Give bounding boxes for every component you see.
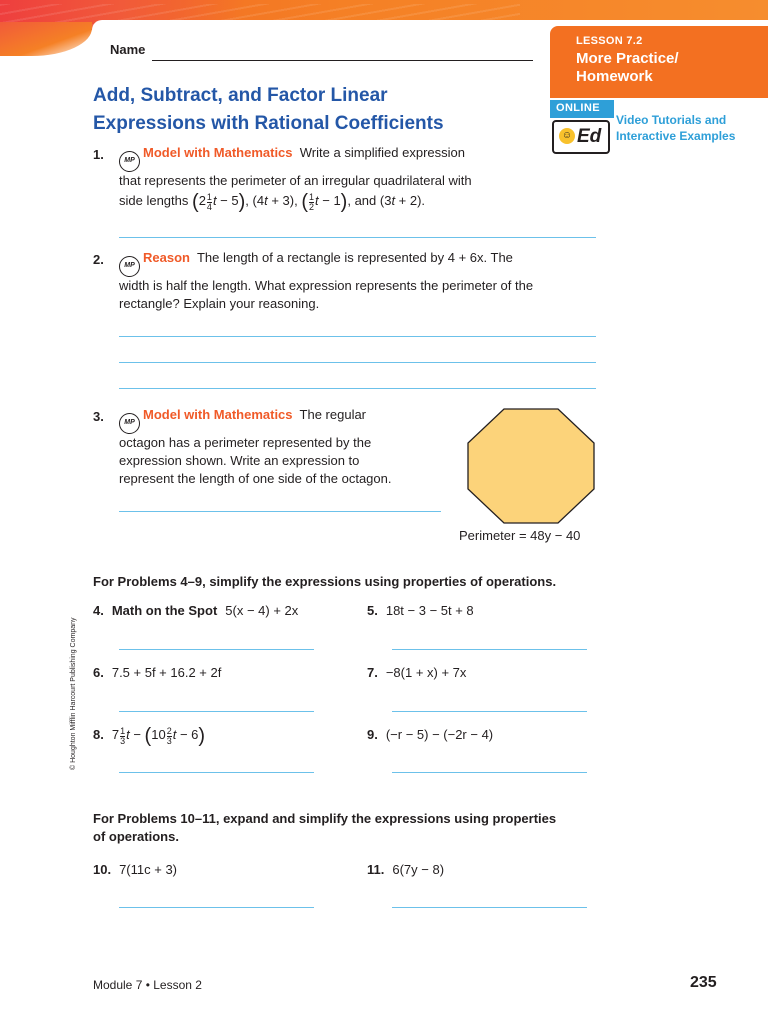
problem-2: MPReason The length of a rectangle is represented by 4 + 6x. The width is half the length. What expression represents the perimeter of the rectangle? Explain your reasoning.: [119, 250, 534, 311]
answer-line-4[interactable]: [119, 649, 314, 650]
octagon-figure: [466, 407, 596, 525]
answer-line-2c[interactable]: [119, 388, 596, 389]
page-title: Add, Subtract, and Factor Linear Expressions with Rational Coefficients: [93, 85, 444, 134]
math-on-the-spot-label[interactable]: Math on the Spot: [111, 603, 218, 618]
lesson-badge: [550, 26, 768, 98]
section-4-9-instructions: For Problems 4–9, simplify the expressions using properties of operations.: [93, 574, 557, 589]
problem-8: 8. 7 $\frac{1}{3}$ t − (10 $\frac{2}{3}$ t − 6): [93, 725, 206, 747]
problem-2-tag: Reason: [143, 250, 190, 265]
lesson-title: More Practice/ Homework: [576, 50, 679, 85]
problem-11: 11. 6(7y − 8): [367, 862, 445, 877]
page-number: 235: [690, 974, 717, 991]
problem-3: MPModel with Mathematics The regular octagon has a perimeter represented by the expression shown. Write an expression to represent the length of one side of the octagon.: [119, 407, 392, 486]
problem-5: 5. 18t − 3 − 5t + 8: [367, 603, 474, 618]
corner-swoosh: [0, 22, 92, 56]
ed-logo-icon[interactable]: [552, 120, 610, 154]
answer-line-10[interactable]: [119, 907, 314, 908]
problem-3-number: 3.: [93, 409, 104, 424]
online-tag: ONLINE: [550, 100, 614, 118]
problem-1-tag: Model with Mathematics: [143, 145, 293, 160]
problem-7: 7. −8(1 + x) + 7x: [367, 665, 467, 680]
section-10-11-instructions: For Problems 10–11, expand and simplify the expressions using properties of operations.: [93, 811, 557, 844]
sun-icon: ☺: [559, 128, 575, 144]
mp-badge-icon: MP: [119, 413, 140, 434]
answer-line-9[interactable]: [392, 772, 587, 773]
ed-logo-text: Ed: [577, 126, 602, 147]
answer-line-3[interactable]: [119, 511, 441, 512]
problem-6: 6. 7.5 + 5f + 16.2 + 2f: [93, 665, 222, 680]
name-field-line[interactable]: [152, 60, 533, 61]
problem-10: 10. 7(11c + 3): [93, 862, 178, 877]
answer-line-1[interactable]: [119, 237, 596, 238]
problem-3-tag: Model with Mathematics: [143, 407, 293, 422]
mp-badge-icon: MP: [119, 256, 140, 277]
answer-line-7[interactable]: [392, 711, 587, 712]
problem-1-number: 1.: [93, 147, 104, 162]
answer-line-2b[interactable]: [119, 362, 596, 363]
copyright-notice: © Houghton Mifflin Harcourt Publishing Company: [70, 617, 77, 770]
octagon-shape: [468, 409, 594, 523]
name-label: Name: [110, 42, 146, 57]
answer-line-6[interactable]: [119, 711, 314, 712]
problem-4: 4. Math on the Spot 5(x − 4) + 2x: [93, 603, 299, 618]
problem-1: MPModel with Mathematics Write a simplified expression that represents the perimeter of an irregular quadrilateral with side lengths (2 $\frac{1}{4}$ t − 5), (4t + 3), ( $\frac{1}{2}$ t − 1), and (3t + 2).: [119, 145, 472, 213]
answer-line-5[interactable]: [392, 649, 587, 650]
answer-line-8[interactable]: [119, 772, 314, 773]
mp-badge-icon: MP: [119, 151, 140, 172]
answer-line-2a[interactable]: [119, 336, 596, 337]
answer-line-11[interactable]: [392, 907, 587, 908]
problem-2-number: 2.: [93, 252, 104, 267]
problem-9: 9. (−r − 5) − (−2r − 4): [367, 727, 494, 742]
online-resources-link[interactable]: Video Tutorials and Interactive Examples: [616, 113, 736, 143]
footer-module-lesson: Module 7 • Lesson 2: [93, 978, 202, 992]
perimeter-label: Perimeter = 48y − 40: [459, 528, 581, 543]
lesson-number: LESSON 7.2: [576, 35, 643, 47]
